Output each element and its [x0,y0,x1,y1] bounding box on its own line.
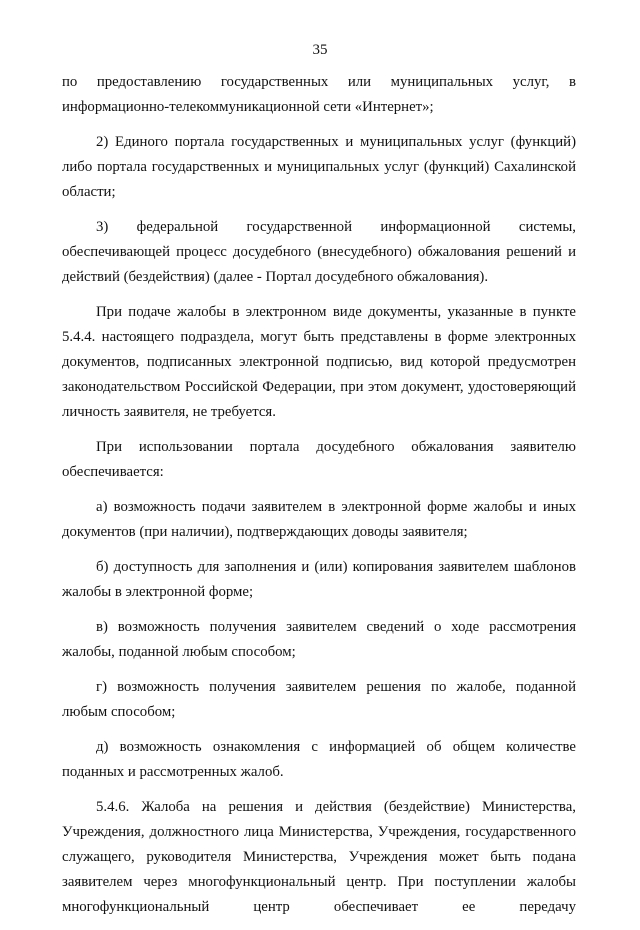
list-item-d: д) возможность ознакомления с информацией об общем количестве поданных и рассмотренных жалоб. [62,739,576,780]
page-number: 35 [312,42,328,58]
list-item-v: в) возможность получения заявителем сведений о ходе рассмотрения жалобы, поданной любым способом; [62,619,576,660]
list-item-g: г) возможность получения заявителем решения по жалобе, поданной любым способом; [62,679,576,720]
paragraph-unified-portal: 2) Единого портала государственных и муниципальных услуг (функций) либо портала государственных и муниципальных услуг (функций) Сахалинской области; [62,134,576,200]
paragraph-federal-system: 3) федеральной государственной информационной системы, обеспечивающей процесс досудебного (внесудебного) обжалования решений и действий (бездействия) (далее - Портал досудебного обжалования). [62,219,576,285]
document-body [62,70,576,930]
paragraph-portal-provides: При использовании портала досудебного обжалования заявителю обеспечивается: [62,439,576,480]
list-item-a: а) возможность подачи заявителем в электронной форме жалобы и иных документов (при наличии), подтверждающих доводы заявителя; [62,499,576,540]
paragraph-5-4-6: 5.4.6. Жалоба на решения и действия (бездействие) Министерства, Учреждения, должностного лица Министерства, Учреждения, государственного служащего, руководителя Министерства, Учреждения может быть подана заявителем через многофункциональный центр. При поступлении жалобы многофункциональный центр обеспечивает ее передачу [62,799,576,915]
paragraph-internet-clause: по предоставлению государственных или муниципальных услуг, в информационно-телекоммуникационной сети «Интернет»; [62,74,576,115]
list-item-b: б) доступность для заполнения и (или) копирования заявителем шаблонов жалобы в электронной форме; [62,559,576,600]
paragraph-electronic-submission: При подаче жалобы в электронном виде документы, указанные в пункте 5.4.4. настоящего подраздела, могут быть представлены в форме электронных документов, подписанных электронной подписью, вид которой предусмотрен законодательством Российской Федерации, при этом документ, удостоверяющий личность заявителя, не требуется. [62,304,576,420]
